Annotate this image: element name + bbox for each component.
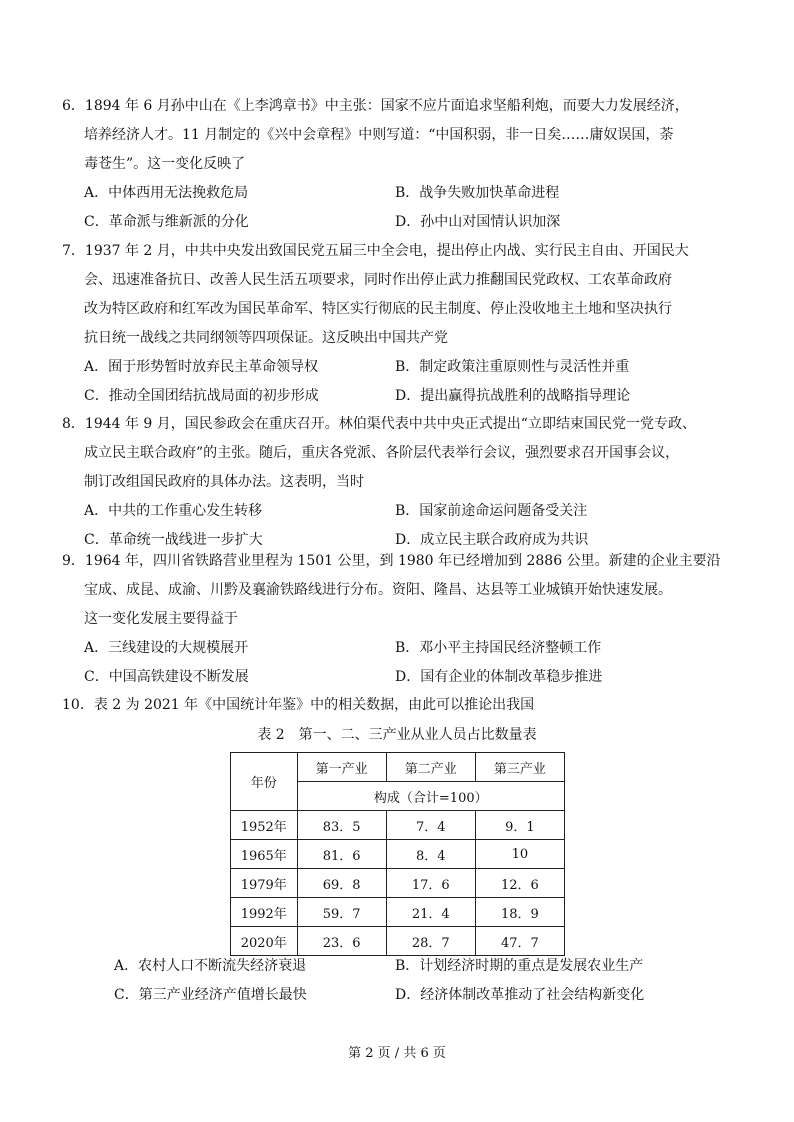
question-10: [62, 691, 762, 720]
year-cell: 1992年: [231, 898, 298, 927]
option-row: [62, 634, 762, 663]
value-cell: 23．6: [297, 927, 386, 956]
question-6: [62, 92, 762, 237]
option-row: [62, 981, 762, 1010]
option-row: [62, 208, 762, 237]
option-b: B．战争失败加快革命进程: [395, 185, 560, 201]
question-stem-line: 10．表 2 为 2021 年《中国统计年鉴》中的相关数据，由此可以推论出我国: [62, 697, 535, 713]
value-cell: 81．6: [297, 840, 386, 869]
option-a: A．三线建设的大规模展开: [84, 640, 249, 656]
table-header-row: [231, 753, 565, 782]
option-d: D．经济体制改革推动了社会结构新变化: [395, 987, 645, 1003]
question-8: [62, 410, 762, 555]
question-stem-line: 6．1894 年 6 月孙中山在《上李鸿章书》中主张：国家不应片面追求坚船利炮，而要大力发展经济，: [62, 98, 689, 114]
value-cell: 69．8: [297, 869, 386, 898]
statistics-table: [230, 752, 565, 956]
year-header: 年份: [231, 753, 298, 811]
composition-subheader: 构成（合计=100）: [297, 782, 564, 811]
option-b: B．邓小平主持国民经济整顿工作: [395, 640, 602, 656]
value-cell: 83．5: [297, 811, 386, 840]
option-b: B．制定政策注重原则性与灵活性并重: [395, 359, 630, 375]
value-cell: 18．9: [475, 898, 564, 927]
question-9: [62, 547, 762, 692]
table-row: [231, 840, 565, 869]
column-header: 第三产业: [475, 753, 564, 782]
option-a: A．中共的工作重心发生转移: [84, 503, 263, 519]
question-stem-line: 毒苍生”。这一变化反映了: [84, 156, 246, 172]
question-stem-line: 培养经济人才。11 月制定的《兴中会章程》中则写道：“中国积弱，非一日矣……庸奴误国，荼: [84, 127, 674, 143]
option-c: C．革命派与维新派的分化: [84, 214, 249, 230]
option-row: [62, 952, 762, 981]
option-d: D．国有企业的体制改革稳步推进: [395, 669, 603, 685]
question-stem-line: 7．1937 年 2 月，中共中央发出致国民党五届三中全会电，提出停止内战、实行民主自由、开国民大: [62, 243, 689, 259]
value-cell: 47．7: [475, 927, 564, 956]
question-7: [62, 237, 762, 411]
table-row: [231, 898, 565, 927]
option-b: B．计划经济时期的重点是发展农业生产: [395, 958, 644, 974]
option-b: B．国家前途命运问题备受关注: [395, 503, 588, 519]
option-c: C．推动全国团结抗战局面的初步形成: [84, 388, 319, 404]
option-row: [62, 382, 762, 411]
table-caption: 表 2 第一、二、三产业从业人员占比数量表: [257, 727, 537, 743]
option-d: D．提出赢得抗战胜利的战略指导理论: [395, 388, 631, 404]
value-cell: 10: [475, 840, 564, 869]
year-cell: 1952年: [231, 811, 298, 840]
value-cell: 7．4: [386, 811, 475, 840]
option-row: [62, 353, 762, 382]
option-c: C．中国高铁建设不断发展: [84, 669, 249, 685]
page-number-footer: 第 2 页 / 共 6 页: [348, 1046, 446, 1061]
question-stem-line: 宝成、成昆、成渝、川黔及襄渝铁路线进行分布。资阳、隆昌、达县等工业城镇开始快速发展。: [84, 582, 672, 598]
value-cell: 8．4: [386, 840, 475, 869]
option-row: [62, 497, 762, 526]
year-cell: 1979年: [231, 869, 298, 898]
option-d: D．成立民主联合政府成为共识: [395, 532, 589, 548]
value-cell: 12．6: [475, 869, 564, 898]
question-stem-line: 改为特区政府和红军改为国民革命军、特区实行彻底的民主制度、停止没收地主土地和坚决执行: [84, 301, 672, 317]
question-stem-line: 抗日统一战线之共同纲领等四项保证。这反映出中国共产党: [84, 330, 448, 346]
question-stem-line: 8．1944 年 9 月，国民参政会在重庆召开。林伯渠代表中共中央正式提出“立即结束国民党一党专政、: [62, 416, 696, 432]
question-stem-line: 成立民主联合政府”的主张。随后，重庆各党派、各阶层代表举行会议，强烈要求召开国事会议，: [84, 445, 680, 461]
value-cell: 21．4: [386, 898, 475, 927]
question-stem-line: 会、迅速准备抗日、改善人民生活五项要求，同时作出停止武力推翻国民党政权、工农革命政府: [84, 272, 672, 288]
table-row: [231, 869, 565, 898]
option-row: [62, 179, 762, 208]
option-d: D．孙中山对国情认识加深: [395, 214, 561, 230]
option-c: C．革命统一战线进一步扩大: [84, 532, 263, 548]
value-cell: 17．6: [386, 869, 475, 898]
column-header: 第二产业: [386, 753, 475, 782]
table-row: [231, 811, 565, 840]
option-row: [62, 663, 762, 692]
option-c: C．第三产业经济产值增长最快: [114, 987, 307, 1003]
question-stem-line: 制订改组国民政府的具体办法。这表明，当时: [84, 474, 364, 490]
question-stem-line: 9．1964 年，四川省铁路营业里程为 1501 公里，到 1980 年已经增加到 2886 公里。新建的企业主要沿: [62, 553, 721, 569]
question-stem-line: 这一变化发展主要得益于: [84, 611, 238, 627]
option-a: A．囿于形势暂时放弃民主革命领导权: [84, 359, 319, 375]
year-cell: 1965年: [231, 840, 298, 869]
option-a: A．农村人口不断流失经济衰退: [114, 958, 307, 974]
column-header: 第一产业: [297, 753, 386, 782]
option-a: A．中体西用无法挽救危局: [84, 185, 249, 201]
value-cell: 28．7: [386, 927, 475, 956]
question-10-options: [62, 952, 762, 1010]
year-cell: 2020年: [231, 927, 298, 956]
value-cell: 9．1: [475, 811, 564, 840]
value-cell: 59．7: [297, 898, 386, 927]
